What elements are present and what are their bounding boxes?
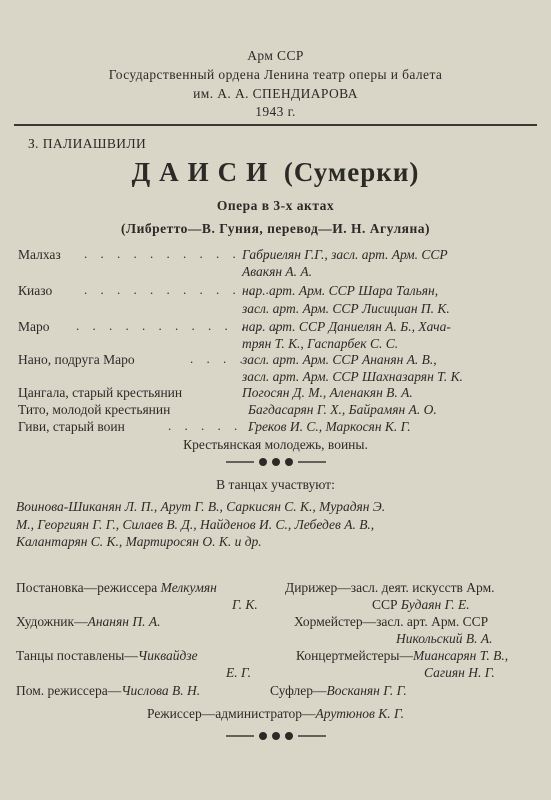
ornament-divider bbox=[0, 457, 551, 467]
cast-role: Нано, подруга Маро bbox=[18, 352, 135, 367]
header-theatre: Государственный ордена Ленина театр оперы и балета bbox=[108, 67, 443, 82]
cast-role: Цангала, старый крестьянин bbox=[18, 385, 183, 400]
dances-initials: Е. Г. bbox=[226, 665, 252, 680]
cast-performer: Погосян Д. М., Аленакян В. А. bbox=[242, 385, 413, 400]
leader-dots: . . . . . . . . . . . . bbox=[84, 282, 274, 297]
conductor-credit bbox=[372, 597, 470, 613]
cast-performer: засл. арт. Арм. ССР Шахназарян Т. К. bbox=[242, 369, 463, 384]
artist-label: Художник— bbox=[16, 614, 88, 629]
leader-dots: . . . . bbox=[190, 351, 248, 366]
concert-label: Концертмейстеры— bbox=[296, 648, 413, 663]
conductor-label: Дирижер—засл. деят. искусств Арм. bbox=[285, 580, 495, 595]
conductor-label-2: ССР bbox=[372, 597, 398, 612]
admin-credit bbox=[0, 706, 551, 722]
chorus-line: Крестьянская молодежь, воины. bbox=[183, 437, 368, 452]
cast-role: Тито, молодой крестьянин bbox=[18, 402, 171, 417]
ornament-divider-bottom bbox=[0, 731, 551, 741]
title-main: ДАИСИ bbox=[131, 157, 277, 187]
concert-name-2: Сагиян Н. Г. bbox=[424, 665, 495, 680]
chorus-master-label: Хормейстер—засл. арт. Арм. ССР bbox=[294, 614, 489, 629]
admin-label: Режиссер—администратор— bbox=[146, 706, 316, 721]
prompter-label: Суфлер— bbox=[270, 683, 327, 698]
prompter-credit bbox=[270, 683, 407, 699]
cast-performer: Авакян А. А. bbox=[242, 264, 313, 279]
cast-performer: Багдасарян Г. Х., Байрамян А. О. bbox=[248, 402, 437, 417]
dancers-line: Калантарян С. К., Мартиросян О. К. и др. bbox=[16, 534, 262, 549]
concert-name: Миансарян Т. В., bbox=[412, 648, 509, 663]
chorus-master-name: Никольский В. А. bbox=[396, 631, 493, 646]
staging-credit bbox=[16, 580, 217, 596]
opera-title bbox=[0, 157, 551, 188]
leader-dots: . . . . . . . bbox=[168, 418, 276, 433]
cast-performer: Габриелян Г.Г., засл. арт. Арм. ССР bbox=[242, 247, 448, 262]
libretto-credit: (Либретто—В. Гуния, перевод—И. Н. Агуляна) bbox=[121, 221, 430, 236]
staging-label: Постановка—режиссера bbox=[16, 580, 158, 595]
header-year: 1943 г. bbox=[255, 104, 296, 119]
cast-role: Гиви, старый воин bbox=[18, 419, 125, 434]
leader-dots: . . . . . . . . . . . . . bbox=[76, 318, 283, 333]
concert-credit bbox=[296, 648, 508, 664]
staging-initials: Г. К. bbox=[232, 597, 258, 612]
prompter-name: Восканян Г. Г. bbox=[326, 683, 407, 698]
asst-credit bbox=[16, 683, 200, 699]
dance-heading: В танцах участвуют: bbox=[216, 477, 335, 492]
cast-performer: Греков И. С., Маркосян К. Г. bbox=[248, 419, 411, 434]
title-paren: (Сумерки) bbox=[283, 157, 420, 187]
artist-name: Ананян П. А. bbox=[87, 614, 161, 629]
staging-name: Мелкумян bbox=[160, 580, 217, 595]
dancers-line: Воинова-Шиканян Л. П., Арут Г. В., Саркисян С. К., Мурадян Э. bbox=[16, 499, 386, 514]
asst-name: Числова В. Н. bbox=[121, 683, 201, 698]
asst-label: Пом. режиссера— bbox=[16, 683, 122, 698]
header-republic: Арм ССР bbox=[247, 48, 304, 63]
dances-credit bbox=[16, 648, 198, 664]
cast-performer: засл. арт. Арм. ССР Ананян А. В., bbox=[242, 352, 437, 367]
cast-role: Маро bbox=[18, 319, 50, 334]
cast-performer: нар. арт. ССР Даниелян А. Б., Хача- bbox=[242, 319, 451, 334]
leader-dots: . . . . . . . . . . . . bbox=[84, 246, 274, 261]
cast-role: Малхаз bbox=[18, 247, 61, 262]
conductor-name: Будаян Г. Е. bbox=[400, 597, 470, 612]
cast-performer: трян Т. К., Гаспарбек С. С. bbox=[242, 336, 399, 351]
header-named-after: им. А. А. СПЕНДИАРОВА bbox=[193, 86, 358, 101]
cast-performer: засл. арт. Арм. ССР Лисициан П. К. bbox=[242, 301, 450, 316]
composer: З. ПАЛИАШВИЛИ bbox=[28, 136, 147, 151]
artist-credit bbox=[16, 614, 160, 630]
cast-performer: нар. арт. Арм. ССР Шара Тальян, bbox=[242, 283, 439, 298]
opera-subtitle: Опера в 3-х актах bbox=[216, 198, 335, 213]
header-divider bbox=[14, 124, 537, 126]
dances-name: Чиквайдзе bbox=[137, 648, 198, 663]
cast-role: Киазо bbox=[18, 283, 53, 298]
dances-label: Танцы поставлены— bbox=[16, 648, 138, 663]
admin-name: Арутюнов К. Г. bbox=[315, 706, 405, 721]
dancers-line: М., Георгиян Г. Г., Силаев В. Д., Найденов И. С., Лебедев А. В., bbox=[16, 517, 375, 532]
